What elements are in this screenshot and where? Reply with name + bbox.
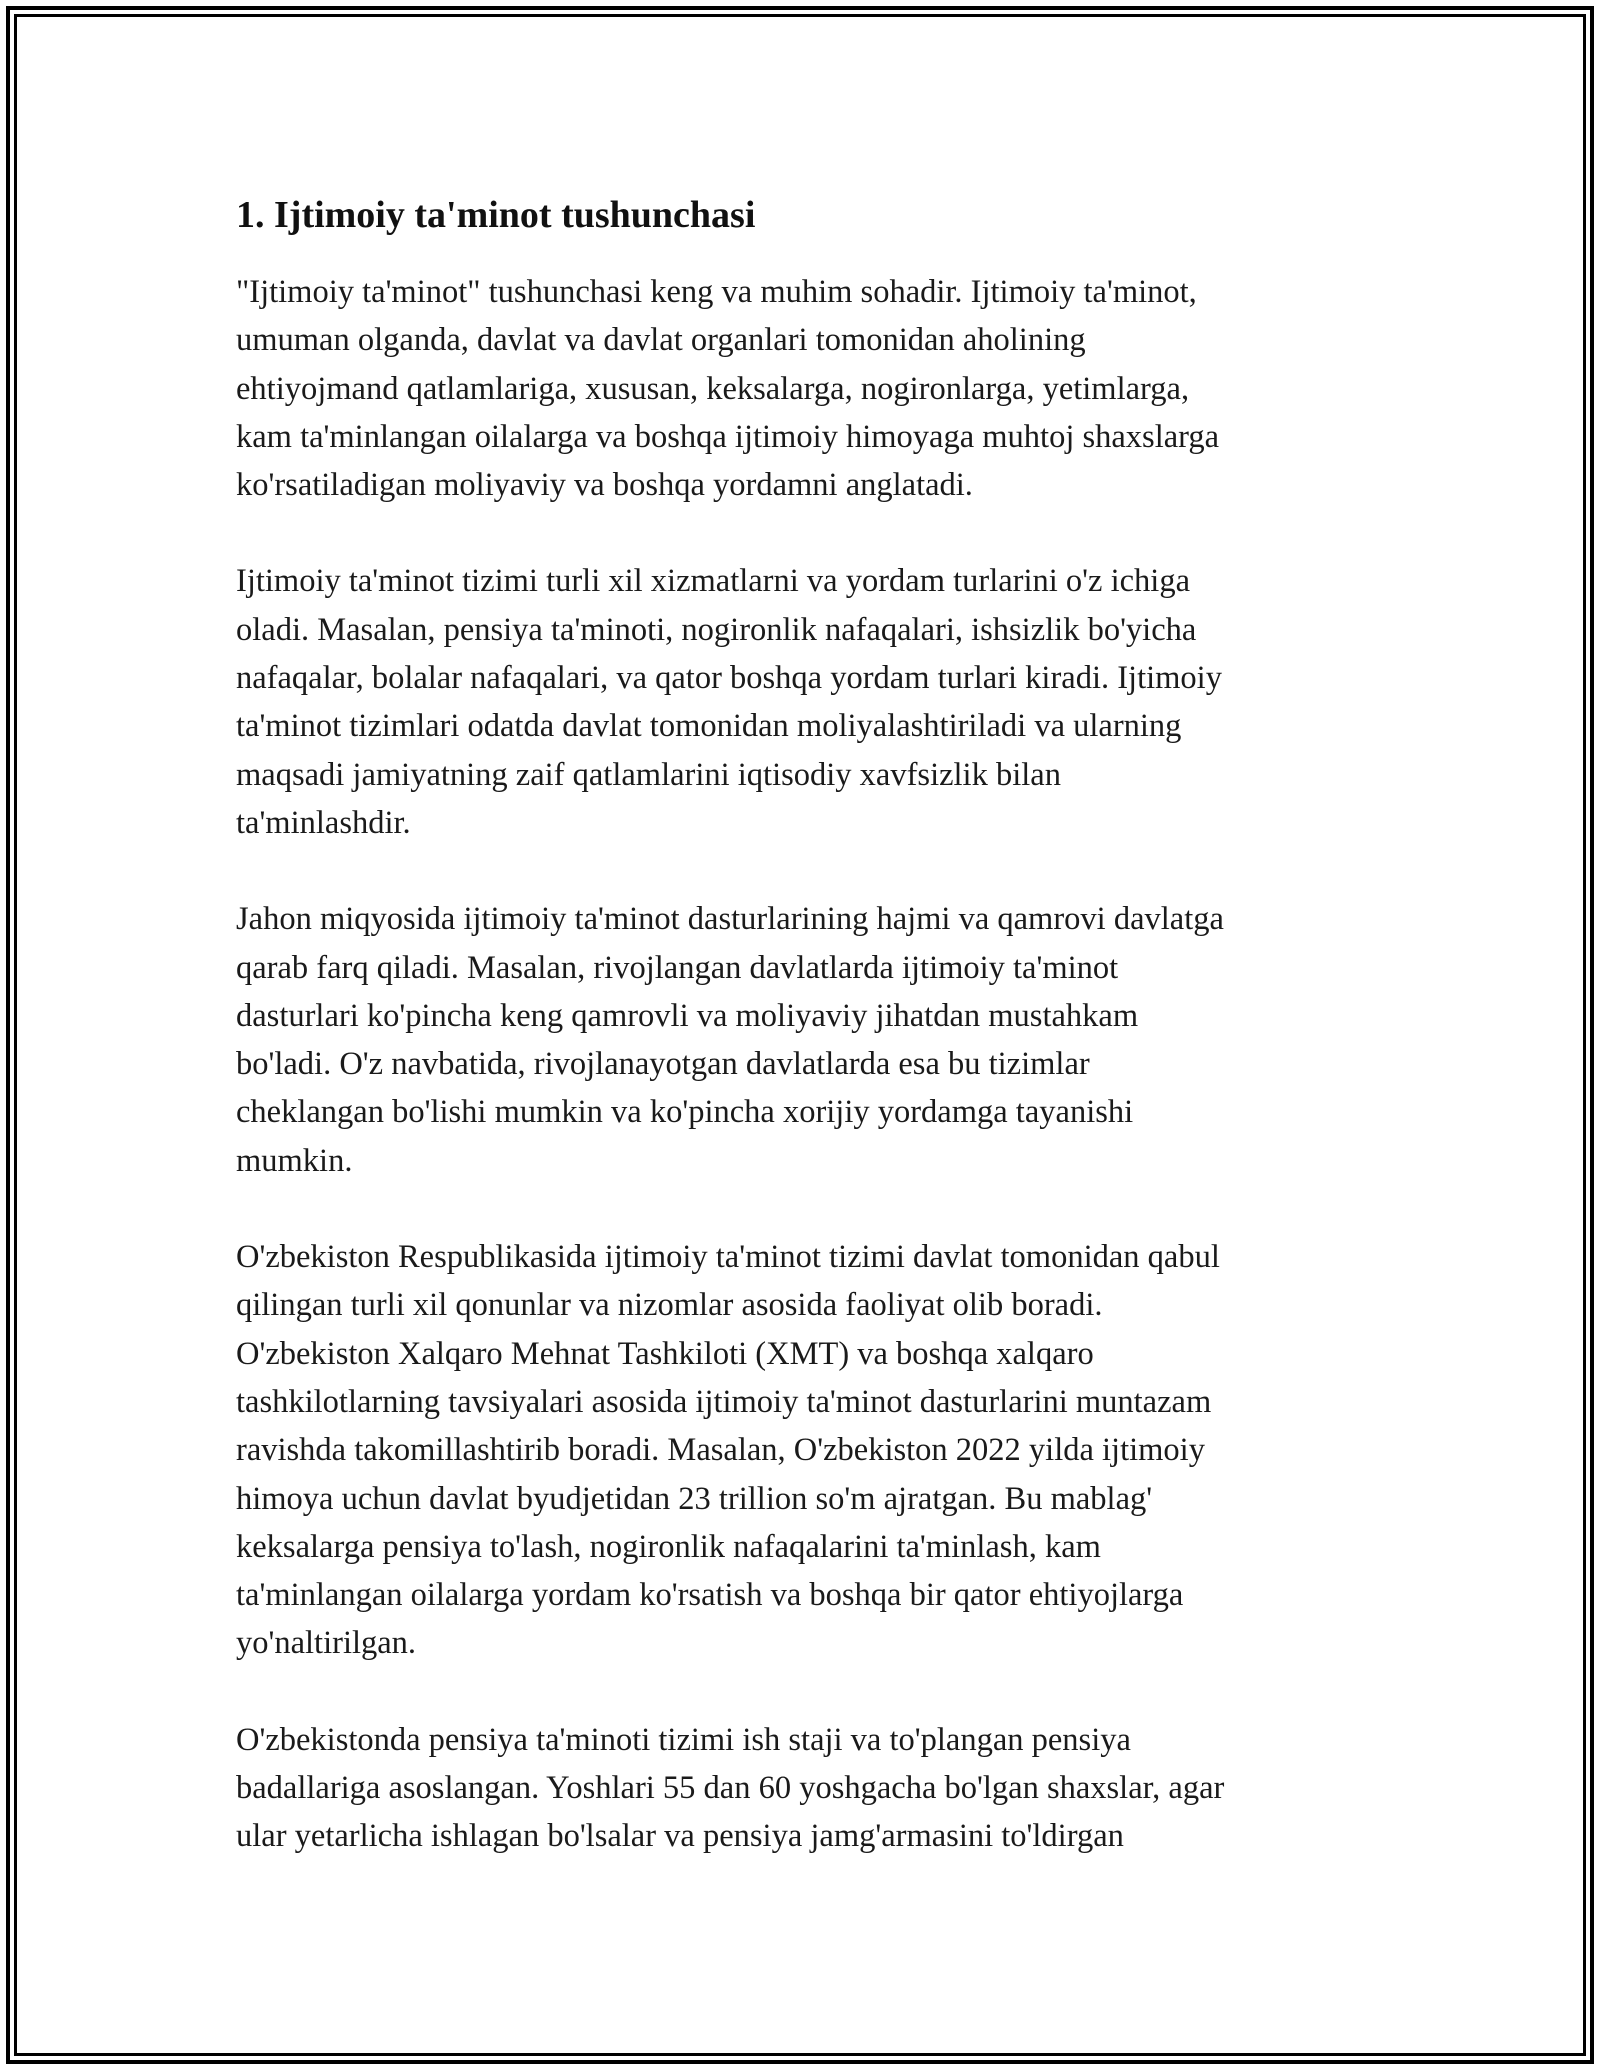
paragraph-3: Jahon miqyosida ijtimoiy ta'minot dasturlarining hajmi va qamrovi davlatga qarab farq qiladi. Masalan, rivojlangan davlatlarda ijtimoiy ta'minot dasturlari ko'pincha keng qamrovli va moliyaviy jihatdan mustahkam bo'ladi. O'z navbatida, rivojlanayotgan davlatlarda esa bu tizimlar cheklangan bo'lishi mumkin va ko'pincha xorijiy yordamga tayanishi mumkin. bbox=[236, 901, 1224, 1179]
paragraph-2: Ijtimoiy ta'minot tizimi turli xil xizmatlarni va yordam turlarini o'z ichiga oladi. Masalan, pensiya ta'minoti, nogironlik nafaqalari, ishsizlik bo'yicha nafaqalar, bolalar nafaqalari, va qator boshqa yordam turlari kiradi. Ijtimoiy ta'minot tizimlari odatda davlat tomonidan moliyalashtiriladi va ularning maqsadi jamiyatning zaif qatlamlarini iqtisodiy xavfsizlik bilan ta'minlashdir. bbox=[236, 563, 1222, 841]
paragraph-1: "Ijtimoiy ta'minot" tushunchasi keng va muhim sohadir. Ijtimoiy ta'minot, umuman olganda, davlat va davlat organlari tomonidan aholining ehtiyojmand qatlamlariga, xususan, keksalarga, nogironlarga, yetimlarga, kam ta'minlangan oilalarga va boshqa ijtimoiy himoyaga muhtoj shaxslarga ko'rsatiladigan moliyaviy va boshqa yordamni anglatadi. bbox=[236, 274, 1220, 504]
paragraph-4: O'zbekiston Respublikasida ijtimoiy ta'minot tizimi davlat tomonidan qabul qilingan turli xil qonunlar va nizomlar asosida faoliyat olib boradi. O'zbekiston Xalqaro Mehnat Tashkiloti (XMT) va boshqa xalqaro tashkilotlarning tavsiyalari asosida ijtimoiy ta'minot dasturlarini muntazam ravishda takomillashtirib boradi. Masalan, O'zbekiston 2022 yilda ijtimoiy himoya uchun davlat byudjetidan 23 trillion so'm ajratgan. Bu mablag' keksalarga pensiya to'lash, nogironlik nafaqalarini ta'minlash, kam ta'minlangan oilalarga yordam ko'rsatish va boshqa bir qator ehtiyojlarga yo'naltirilgan. bbox=[236, 1239, 1220, 1662]
section-heading: 1. Ijtimoiy ta'minot tushunchasi bbox=[236, 194, 756, 236]
document-body bbox=[236, 182, 1366, 1909]
paragraph-5: O'zbekistonda pensiya ta'minoti tizimi ish staji va to'plangan pensiya badallariga asoslangan. Yoshlari 55 dan 60 yoshgacha bo'lgan shaxslar, agar ular yetarlicha ishlagan bo'lsalar va pensiya jamg'armasini to'ldirgan bbox=[236, 1721, 1225, 1855]
